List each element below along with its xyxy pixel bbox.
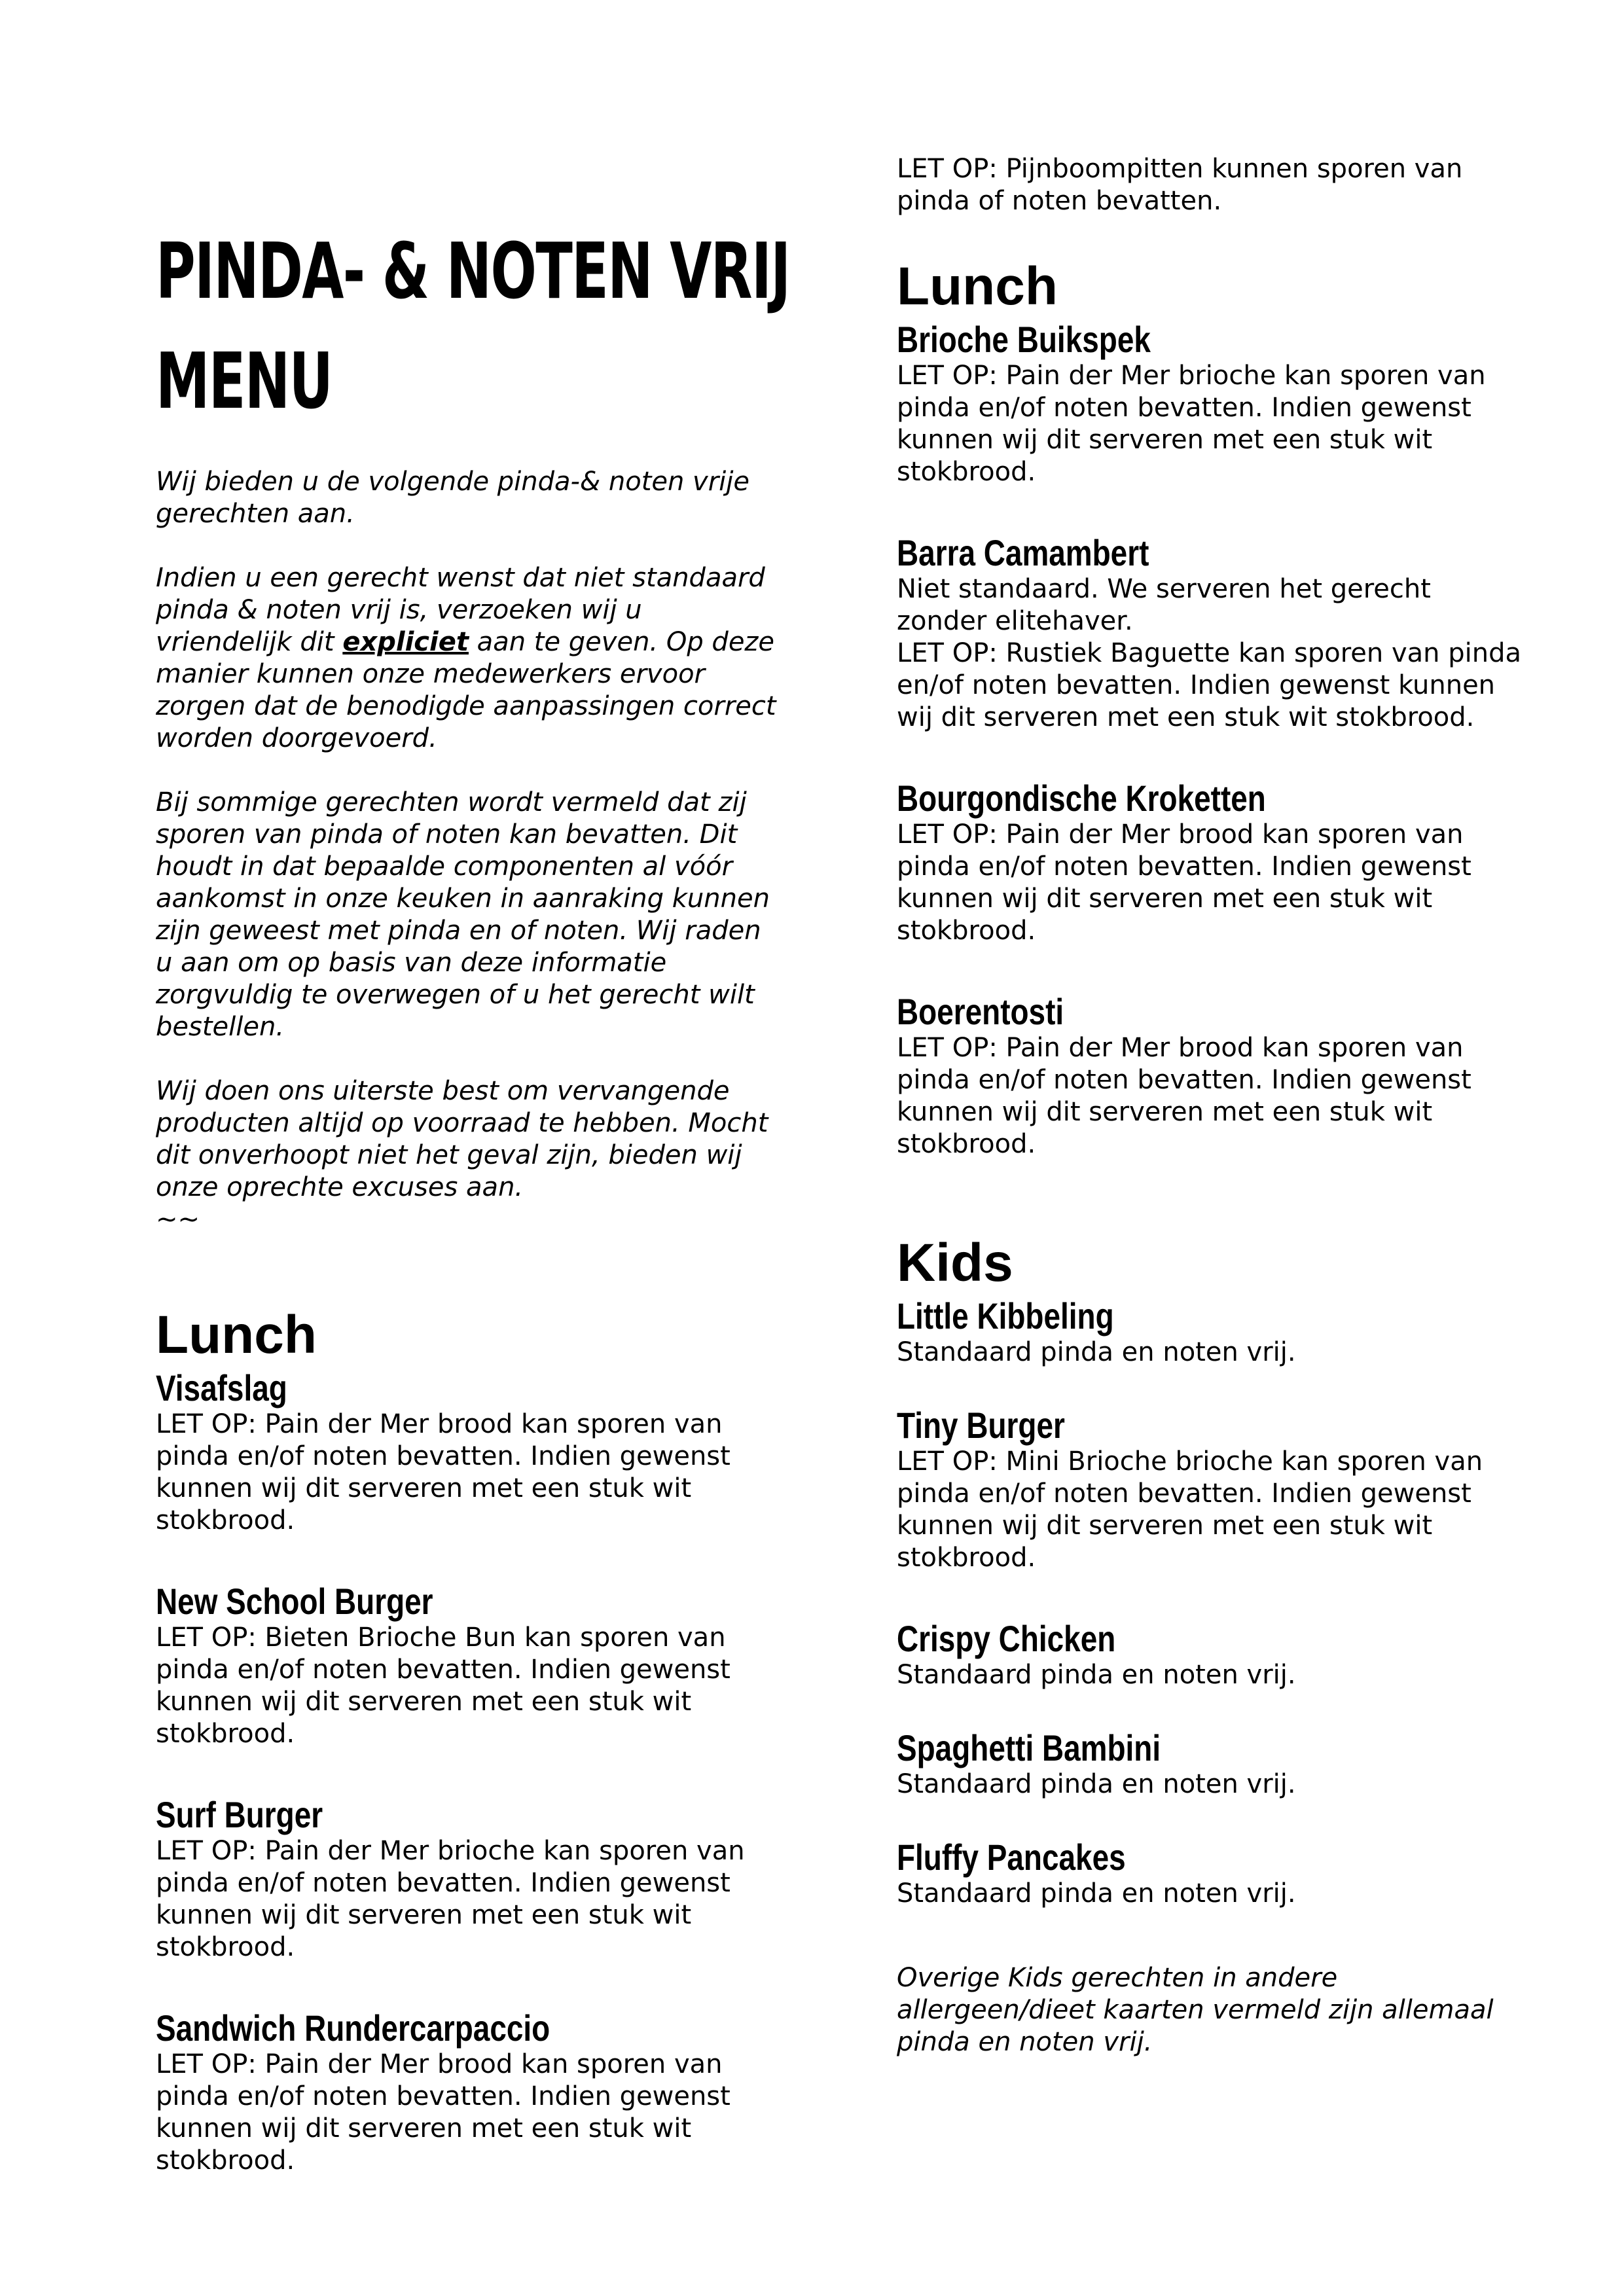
menu-item-description: Standaard pinda en noten vrij. [897, 1660, 1296, 1690]
menu-item [897, 1837, 1525, 1910]
menu-item [897, 992, 1525, 1160]
menu-item-name: Crispy Chicken [897, 1618, 1116, 1659]
intro-text [156, 466, 784, 1268]
kids-footnote: Overige Kids gerechten in andere allergeen/dieet kaarten vermeld zijn allemaal pinda en noten vrij. [897, 1963, 1494, 2057]
menu-item-description: LET OP: Pain der Mer brioche kan sporen van pinda en/of noten bevatten. Indien gewenst kunnen wij dit serveren met een stuk wit stokbrood. [156, 1836, 745, 1962]
menu-item-name: Spaghetti Bambini [897, 1727, 1161, 1768]
menu-item-description: Standaard pinda en noten vrij. [897, 1337, 1296, 1367]
menu-item-description: Standaard pinda en noten vrij. [897, 1878, 1296, 1909]
lunch-left-section [156, 1302, 784, 2221]
menu-item [897, 1405, 1525, 1574]
menu-item-description: LET OP: Pain der Mer brood kan sporen van pinda en/of noten bevatten. Indien gewenst kunnen wij dit serveren met een stuk wit stokbrood. [897, 819, 1471, 946]
menu-item [156, 2008, 784, 2177]
menu-item [156, 1795, 784, 1964]
menu-item-description: LET OP: Pain der Mer brood kan sporen van pinda en/of noten bevatten. Indien gewenst kunnen wij dit serveren met een stuk wit stokbrood. [156, 1409, 731, 1535]
intro-separator: ~~ [156, 1204, 200, 1234]
menu-item [897, 1619, 1525, 1691]
intro-paragraph-2 [156, 562, 784, 755]
menu-item-name: Fluffy Pancakes [897, 1837, 1126, 1878]
menu-item-description: LET OP: Bieten Brioche Bun kan sporen van pinda en/of noten bevatten. Indien gewenst kunnen wij dit serveren met een stuk wit stokbrood. [156, 1623, 731, 1749]
menu-item-name: Barra Camambert [897, 532, 1149, 573]
menu-item-name: New School Burger [156, 1581, 433, 1622]
section-title-kids: Kids [897, 1233, 1013, 1293]
menu-item-description: Standaard pinda en noten vrij. [897, 1769, 1296, 1799]
menu-item-description: LET OP: Pain der Mer brood kan sporen van pinda en/of noten bevatten. Indien gewenst kunnen wij dit serveren met een stuk wit stokbrood. [156, 2049, 731, 2176]
menu-item [156, 1581, 784, 1750]
menu-item [897, 778, 1525, 947]
menu-item-name: Visafslag [156, 1367, 287, 1408]
menu-item-description: Niet standaard. We serveren het gerecht zonder elitehaver. LET OP: Rustiek Baguette kan sporen van pinda en/of noten bevatten. Indien gewenst kunnen wij dit serveren met een stuk wit stokbrood. [897, 574, 1521, 732]
menu-item-name: Boerentosti [897, 991, 1064, 1032]
page-title-line-2: MENU [156, 336, 333, 426]
menu-item-description: LET OP: Mini Brioche brioche kan sporen van pinda en/of noten bevatten. Indien gewenst kunnen wij dit serveren met een stuk wit stokbrood. [897, 1446, 1483, 1573]
menu-item-name: Brioche Buikspek [897, 319, 1151, 360]
pine-nut-note: LET OP: Pijnboompitten kunnen sporen van pinda of noten bevatten. [897, 154, 1463, 216]
menu-item-description: LET OP: Pain der Mer brood kan sporen van pinda en/of noten bevatten. Indien gewenst kunnen wij dit serveren met een stuk wit stokbrood. [897, 1033, 1471, 1159]
page-title [156, 216, 790, 436]
menu-item-name: Surf Burger [156, 1794, 323, 1835]
menu-item-name: Bourgondische Kroketten [897, 778, 1266, 819]
menu-item-name: Little Kibbeling [897, 1295, 1114, 1336]
intro-paragraph-2-start: Indien u een gerecht wenst dat niet standaard pinda & noten vrij is, verzoeken wij u vriendelijk dit [156, 563, 765, 657]
intro-paragraph-3: Bij sommige gerechten wordt vermeld dat zij sporen van pinda of noten kan bevatten. Dit houdt in dat bepaalde componenten al vóór aankomst in onze keuken in aanraking kunnen zijn geweest met pinda en of noten. Wij raden u aan om op basis van deze informatie zorgvuldig te overwegen of u het gerecht wilt bestellen. [156, 787, 770, 1042]
menu-item-name: Sandwich Rundercarpaccio [156, 2007, 550, 2049]
intro-paragraph-4: Wij doen ons uiterste best om vervangende producten altijd op voorraad te hebben. Mocht dit onverhoopt niet het geval zijn, bieden wij onze oprechte excuses aan. [156, 1076, 768, 1202]
menu-item [156, 1368, 784, 1537]
intro-emphasis: expliciet [342, 627, 469, 657]
menu-item [897, 1728, 1525, 1801]
menu-item [897, 533, 1525, 734]
intro-paragraph-2-end: aan te geven. Op deze manier kunnen onze medewerkers ervoor zorgen dat de benodigde aanpassingen correct worden doorgevoerd. [156, 627, 776, 753]
menu-item [897, 319, 1525, 488]
lunch-right-section [897, 153, 1525, 1205]
kids-section [897, 1230, 1525, 1954]
menu-item-name: Tiny Burger [897, 1405, 1065, 1446]
section-title-lunch-right: Lunch [897, 257, 1058, 316]
menu-item [897, 1296, 1525, 1369]
intro-paragraph-1: Wij bieden u de volgende pinda-& noten vrije gerechten aan. [156, 467, 750, 529]
menu-item-description: LET OP: Pain der Mer brioche kan sporen van pinda en/of noten bevatten. Indien gewenst kunnen wij dit serveren met een stuk wit stokbrood. [897, 361, 1486, 487]
page-title-line-1: PINDA- & NOTEN VRIJ [156, 226, 790, 316]
section-title-lunch-left: Lunch [156, 1305, 317, 1365]
